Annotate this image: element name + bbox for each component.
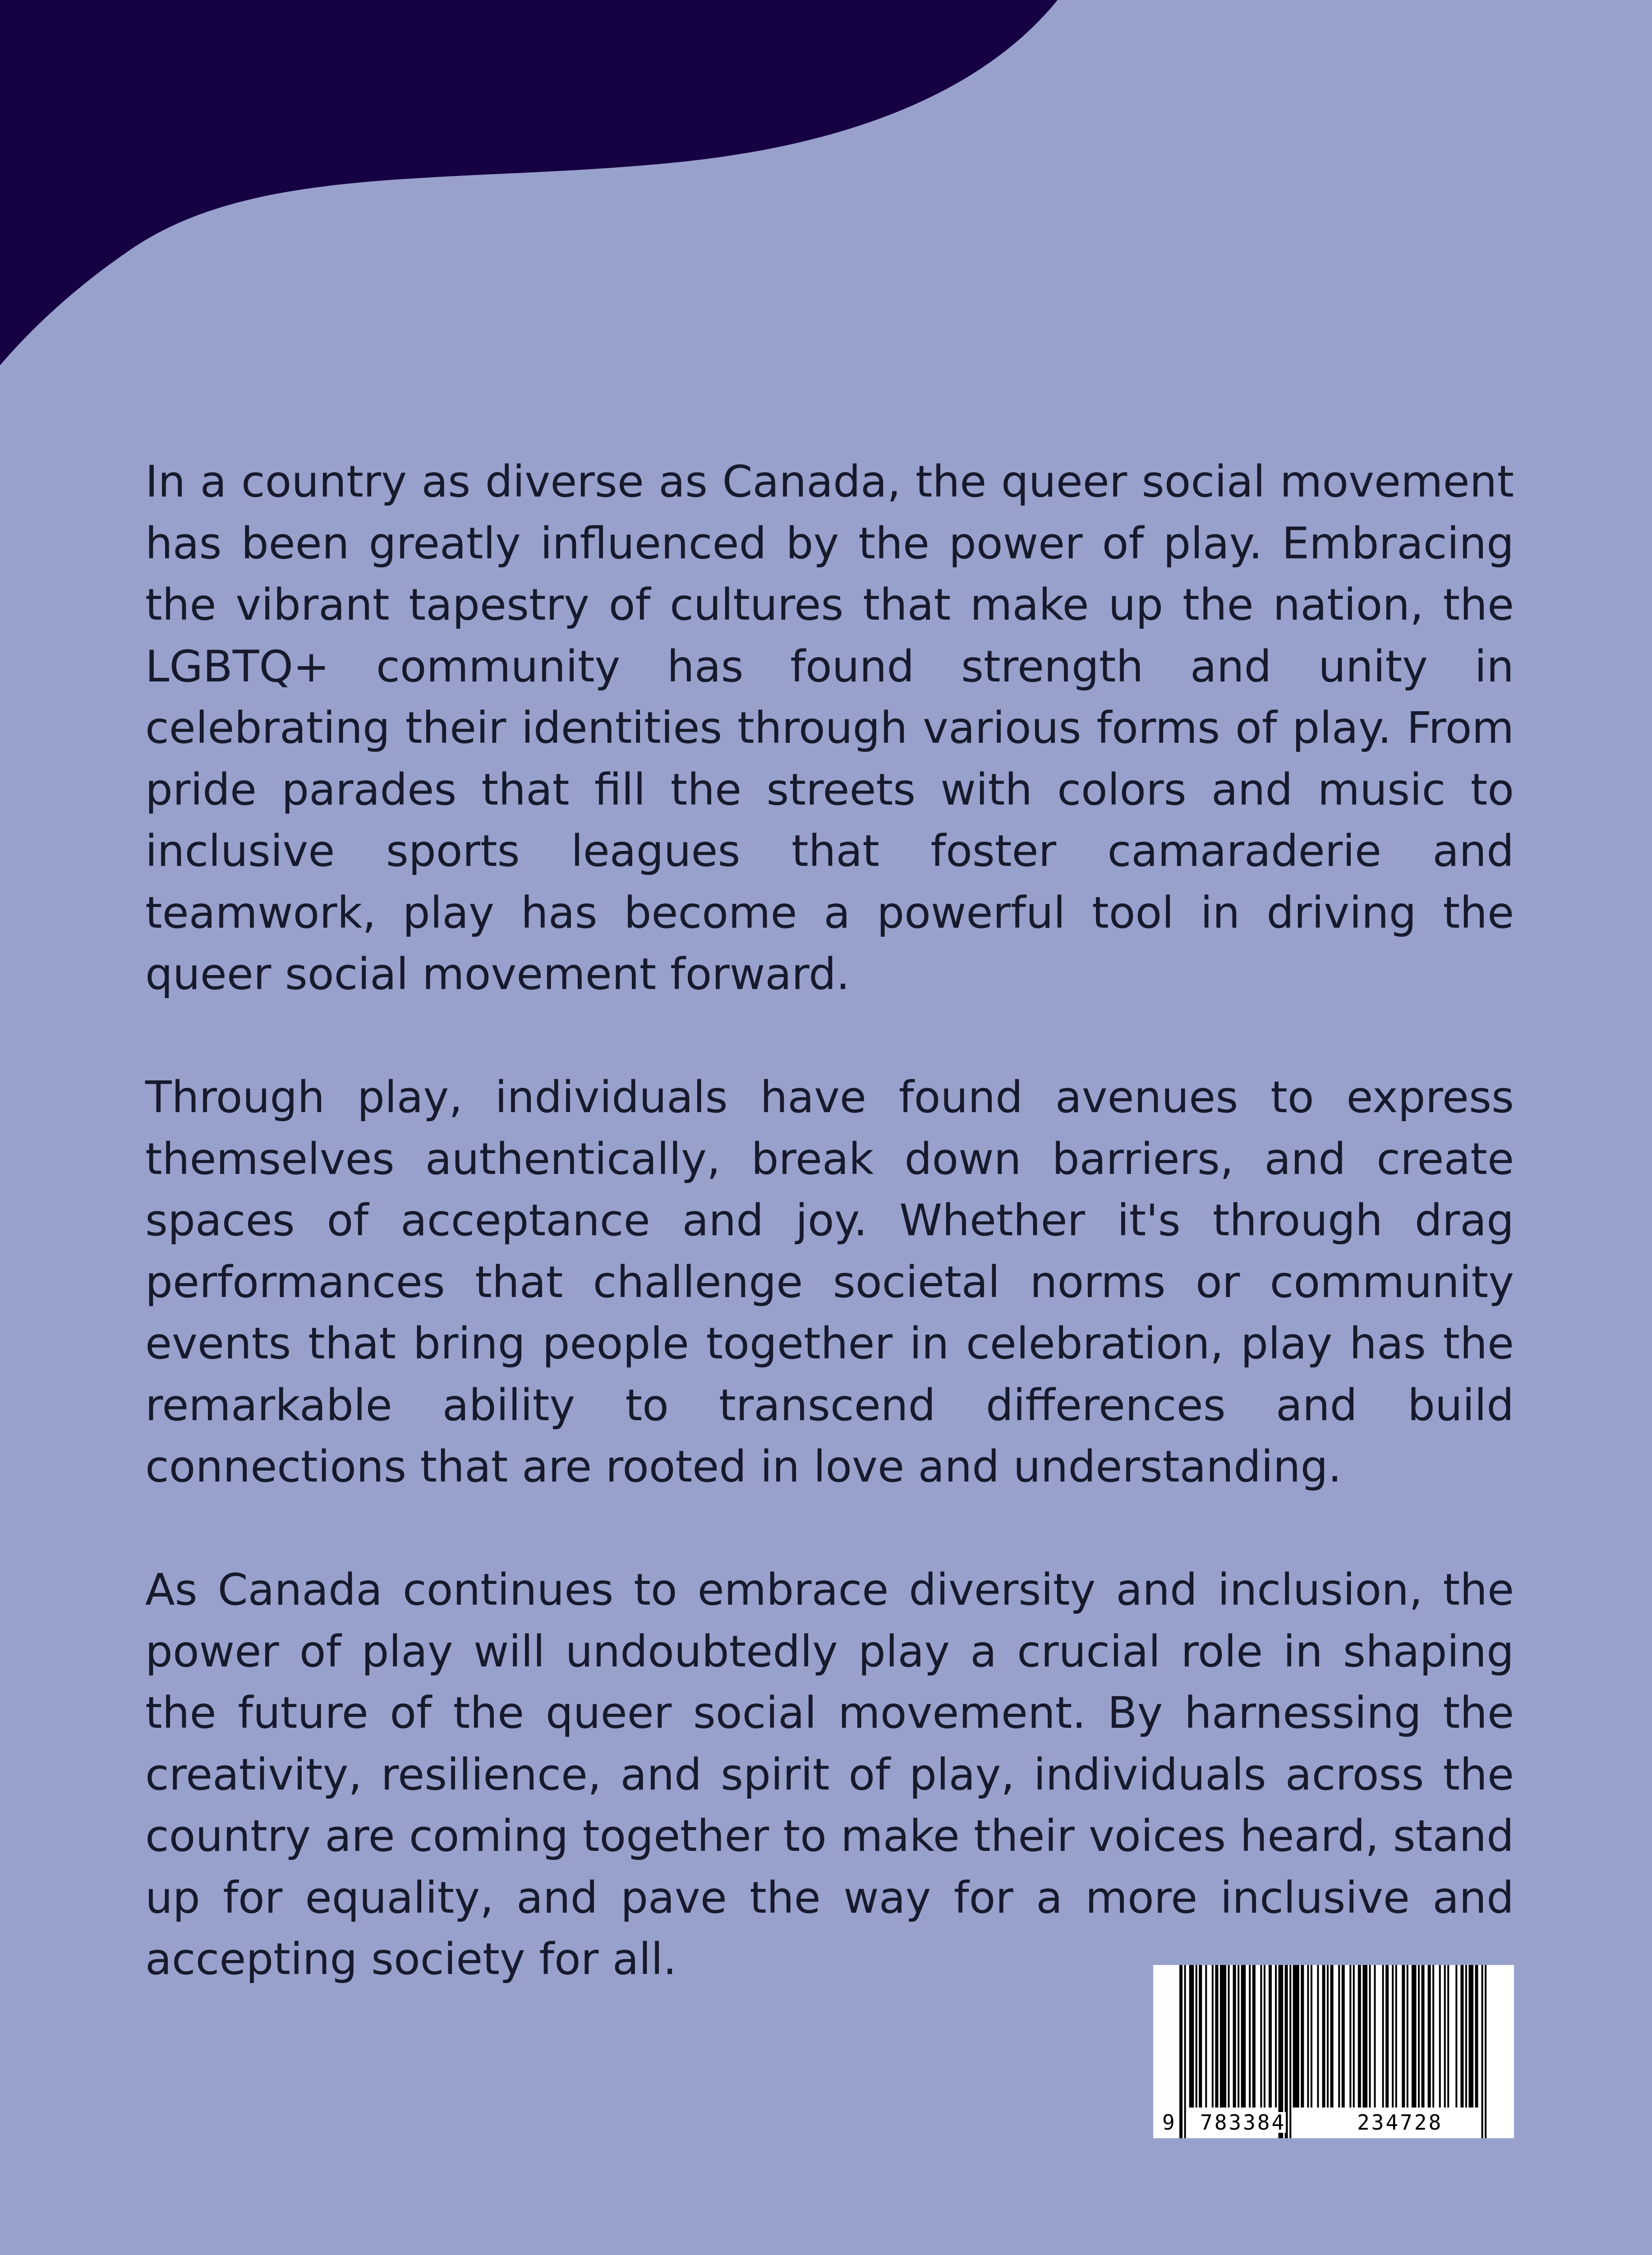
barcode-bar <box>1249 1965 1251 2108</box>
barcode-bar <box>1205 1965 1207 2108</box>
barcode-bar <box>1482 1965 1483 2138</box>
barcode-bar <box>1412 1965 1417 2108</box>
barcode-bar <box>1342 1965 1345 2108</box>
barcode-bar <box>1215 1965 1218 2108</box>
barcode-bar <box>1382 1965 1384 2108</box>
barcode-bar <box>1439 1965 1441 2108</box>
barcode-bar <box>1293 1965 1299 2108</box>
barcode-bar <box>1264 1965 1265 2108</box>
barcode-bar <box>1179 1965 1183 2138</box>
isbn-barcode <box>1153 1965 1514 2138</box>
barcode-bar <box>1455 1965 1457 2108</box>
barcode-lead-digit: 9 <box>1162 2110 1177 2135</box>
barcode-bar <box>1460 1965 1463 2108</box>
barcode-bar <box>1322 1965 1325 2108</box>
barcode-bar <box>1362 1965 1367 2108</box>
barcode-bar <box>1199 1965 1202 2108</box>
barcode-bar <box>1447 1965 1449 2108</box>
barcode-bar <box>1422 1965 1425 2108</box>
barcode-bar <box>1252 1965 1256 2108</box>
barcode-bar <box>1402 1965 1405 2108</box>
barcode-bar <box>1238 1965 1239 2108</box>
barcode-bar <box>1465 1965 1467 2108</box>
barcode-bar <box>1392 1965 1394 2108</box>
barcode-bar <box>1395 1965 1397 2108</box>
barcode-bar <box>1338 1965 1340 2108</box>
barcode-bar <box>1475 1965 1478 2108</box>
barcode-bar <box>1233 1965 1236 2108</box>
back-cover-blurb <box>145 451 1514 1990</box>
barcode-bar <box>1317 1965 1319 2108</box>
barcode-bar <box>1241 1965 1246 2108</box>
barcode-bar <box>1260 1965 1262 2108</box>
barcode-bar <box>1307 1965 1309 2108</box>
barcode-bar <box>1330 1965 1334 2108</box>
barcode-bar <box>1385 1965 1389 2108</box>
barcode-bar <box>1196 1965 1197 2108</box>
barcode-left-digits: 783384 <box>1200 2110 1286 2135</box>
barcode-bar <box>1407 1965 1408 2108</box>
barcode-bar <box>1428 1965 1431 2108</box>
barcode-bar <box>1212 1965 1214 2108</box>
barcode-bar <box>1369 1965 1371 2108</box>
blurb-paragraph-1: In a country as diverse as Canada, the queer social movement has been greatly influenced by the power of play. Embracing the vibrant tapestry of cultures that make up the nation, the LGBTQ+ community has found strength and unity in celebrating their identities through various forms of play. From pride parades that fill the streets with colors and music to inclusive sports leagues that foster camaraderie and teamwork, play has become a powerful tool in driving the queer social movement forward. <box>145 456 1514 999</box>
barcode-bar <box>1220 1965 1226 2108</box>
decorative-corner-wave <box>0 0 1082 428</box>
blurb-paragraph-2: Through play, individuals have found avenues to express themselves authentically, break down barriers, and create spaces of acceptance and joy. Whether it's through drag performances that challenge societal norms or community events that bring people together in celebration, play has the remarkable ability to transcend differences and build connections that are rooted in love and understanding. <box>145 1072 1514 1492</box>
barcode-bar <box>1444 1965 1446 2108</box>
barcode-bar <box>1301 1965 1304 2108</box>
barcode-bar <box>1228 1965 1230 2108</box>
barcode-bar <box>1269 1965 1272 2108</box>
blurb-paragraph-3: As Canada continues to embrace diversity and inclusion, the power of play will undoubtedly play a crucial role in shaping the future of the queer social movement. By harnessing the creativity, resilience, and spirit of play, individuals across the country are coming together to make their voices heard, stand up for equality, and pave the way for a more inclusive and accepting society for all. <box>145 1565 1514 1984</box>
barcode-bar <box>1374 1965 1376 2108</box>
barcode-bar <box>1349 1965 1351 2108</box>
barcode-bar <box>1189 1965 1194 2108</box>
barcode-bar <box>1275 1965 1277 2108</box>
barcode-bar <box>1311 1965 1312 2108</box>
barcode-bar <box>1184 1965 1186 2138</box>
barcode-bar <box>1327 1965 1329 2108</box>
barcode-bar <box>1358 1965 1361 2108</box>
barcode-bar <box>1353 1965 1355 2108</box>
barcode-right-digits: 234728 <box>1357 2110 1443 2135</box>
barcode-bar <box>1432 1965 1434 2108</box>
barcode-bar <box>1289 1965 1291 2138</box>
barcode-bar <box>1468 1965 1473 2108</box>
barcode-bar <box>1485 1965 1486 2138</box>
barcode-bar <box>1418 1965 1420 2108</box>
